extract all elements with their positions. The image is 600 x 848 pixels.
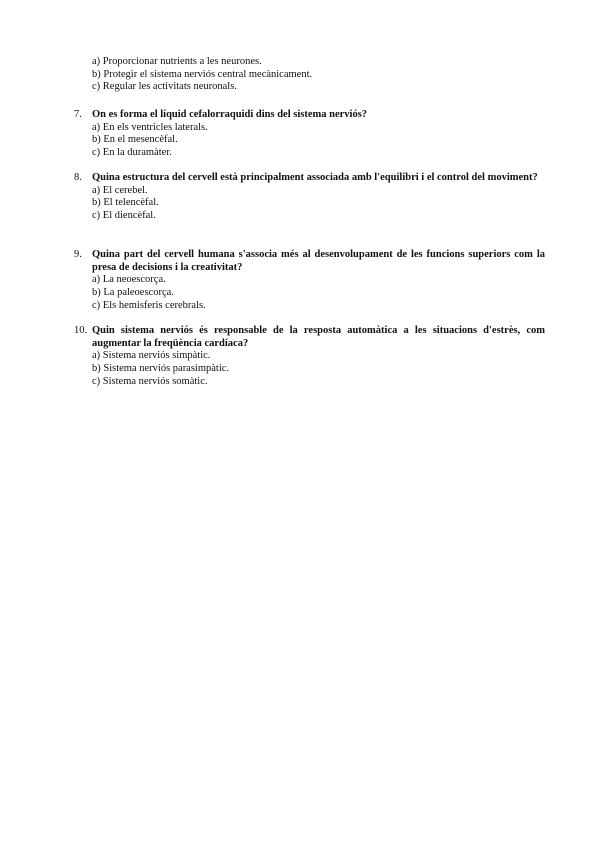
- question-10: [0, 325, 600, 389]
- question-prompt: Quina estructura del cervell està principalment associada amb l'equilibri i el control del moviment?: [92, 172, 538, 183]
- option-b: b) Sistema nerviós parasimpàtic.: [92, 363, 230, 375]
- question-prompt: On es forma el líquid cefalorraquidi dins del sistema nerviós?: [92, 109, 368, 120]
- option-c: c) En la duramàter.: [92, 147, 172, 159]
- question-text: [0, 172, 545, 185]
- question-prompt: Quina part del cervell humana s'associa més al desenvolupament de les funcions superiors com la presa de decisions i la creativitat?: [92, 249, 545, 273]
- option-c: c) Els hemisferis cerebrals.: [92, 299, 206, 311]
- question-9: [0, 249, 600, 313]
- option-a: a) Sistema nerviós simpàtic.: [92, 350, 211, 362]
- option-b: b) El telencèfal.: [92, 197, 159, 209]
- option-b: b) Protegir el sistema nerviós central mecànicament.: [92, 68, 313, 80]
- question-number: 7.: [74, 109, 82, 120]
- option-a: a) La neoescorça.: [92, 274, 166, 286]
- option-a: a) El cerebel.: [92, 184, 148, 196]
- question-8: [0, 172, 600, 223]
- option-c: c) El diencèfal.: [92, 210, 156, 222]
- question-prompt: Quin sistema nerviós és responsable de la resposta automàtica a les situacions d'estrès, com augmentar la freqüència cardíaca?: [92, 325, 545, 349]
- question-text: [0, 109, 545, 122]
- question-number: 9.: [74, 249, 82, 260]
- question-text: [0, 325, 545, 350]
- question-7: [0, 109, 600, 160]
- question-text: [0, 249, 545, 274]
- continued-options: [0, 56, 600, 94]
- option-c: c) Sistema nerviós somàtic.: [92, 375, 208, 387]
- option-b: b) La paleoescorça.: [92, 287, 174, 299]
- option-c: c) Regular les activitats neuronals.: [92, 81, 237, 93]
- question-number: 8.: [74, 172, 82, 183]
- question-number: 10.: [74, 325, 88, 336]
- option-b: b) En el mesencèfal.: [92, 134, 178, 146]
- option-a: a) En els ventricles laterals.: [92, 121, 208, 133]
- option-a: a) Proporcionar nutrients a les neurones.: [92, 56, 262, 67]
